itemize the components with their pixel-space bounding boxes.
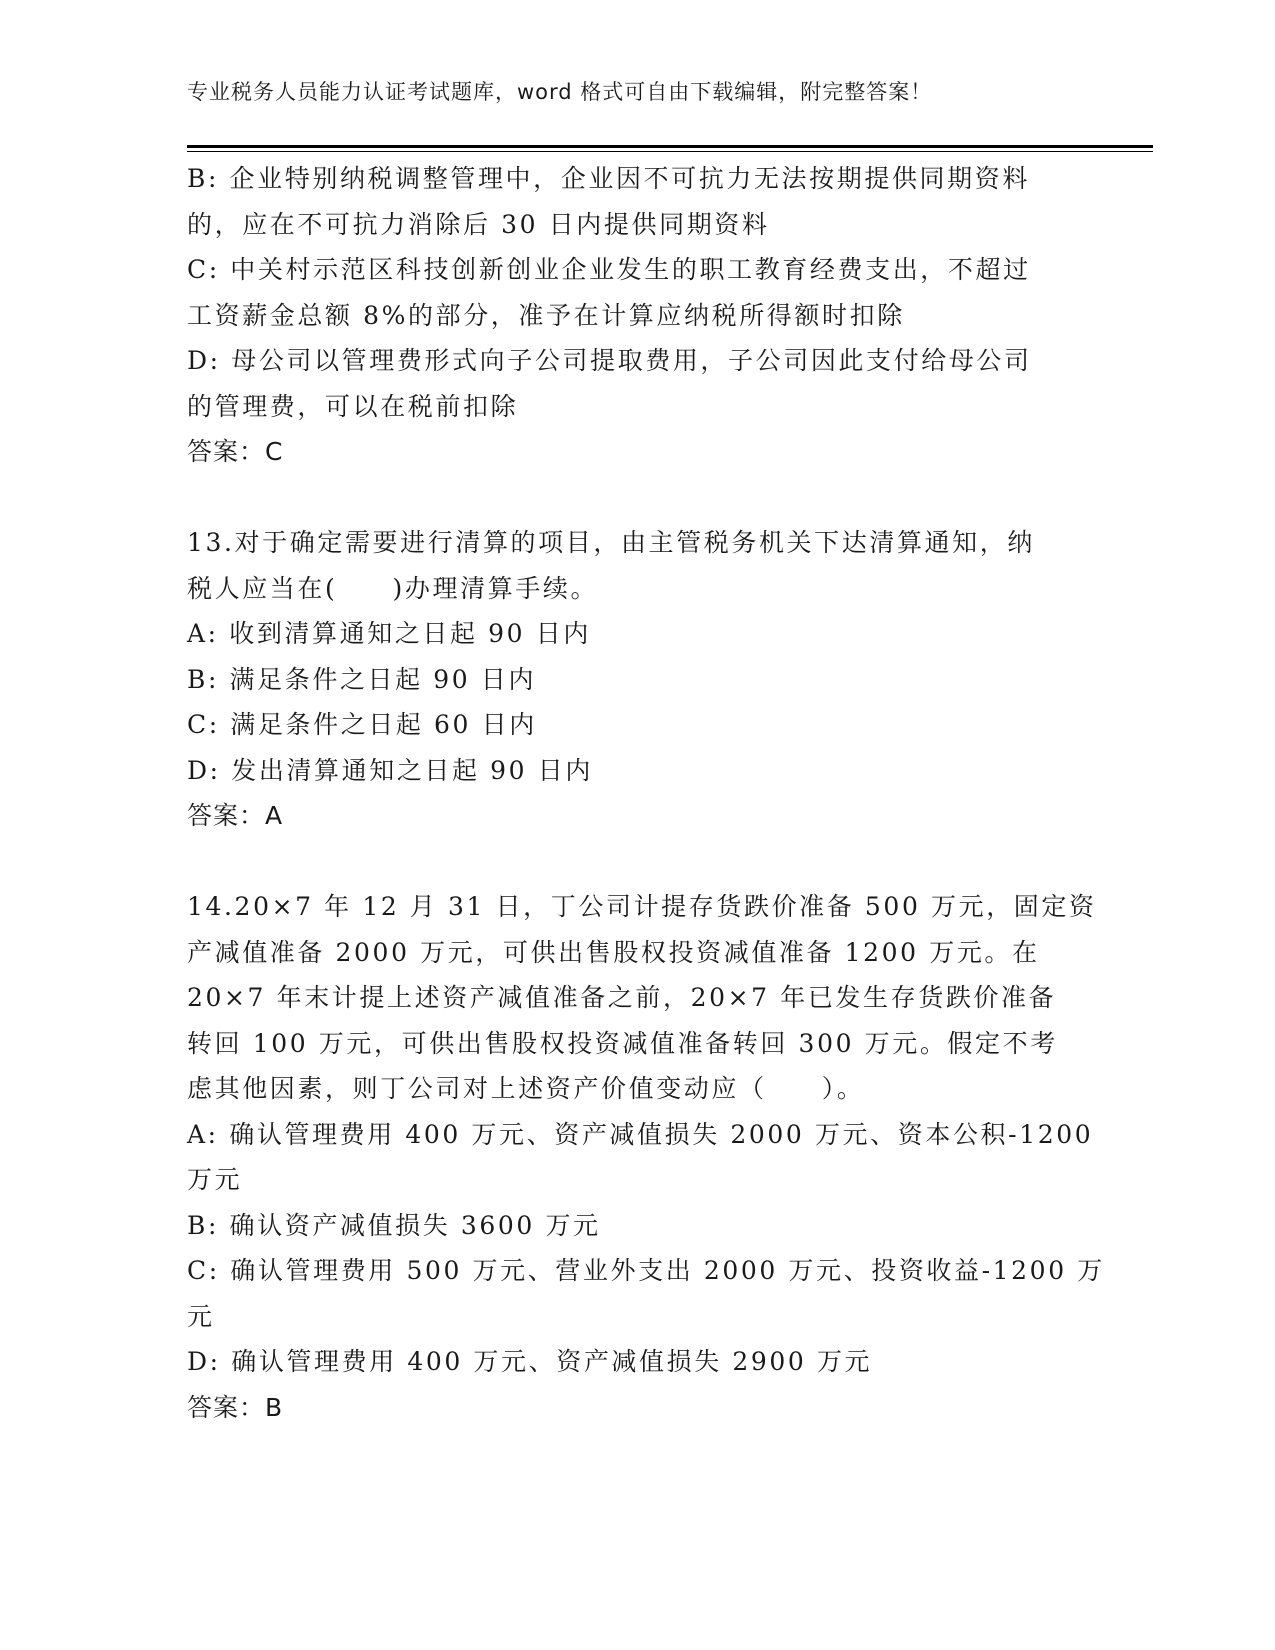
q12-option-d-line1: D: 母公司以管理费形式向子公司提取费用，子公司因此支付给母公司 (187, 346, 1032, 375)
spacer (187, 475, 1087, 521)
q14-option-a-line1: A: 确认管理费用 400 万元、资产减值损失 2000 万元、资本公积-1200 (187, 1119, 1094, 1149)
q13-option-a: A: 收到清算通知之日起 90 日内 (187, 619, 591, 648)
q13-stem-line1: 13.对于确定需要进行清算的项目，由主管税务机关下达清算通知，纳 (187, 528, 1035, 557)
q14-stem-line1: 14.20×7 年 12 月 31 日，丁公司计提存货跌价准备 500 万元，固定资 (187, 892, 1097, 921)
q14-stem-line4: 转回 100 万元，可供出售股权投资减值准备转回 300 万元。假定不考 (187, 1028, 1058, 1058)
q13-answer: 答案：A (187, 801, 284, 830)
q14-option-a-line2: 万元 (187, 1165, 243, 1194)
q13-option-d: D: 发出清算通知之日起 90 日内 (187, 755, 593, 785)
q13-option-c: C: 满足条件之日起 60 日内 (187, 710, 537, 739)
q14-option-b: B: 确认资产减值损失 3600 万元 (187, 1210, 601, 1240)
q12-option-b-line1: B: 企业特别纳税调整管理中，企业因不可抗力无法按期提供同期资料 (187, 164, 1030, 193)
document-body (187, 156, 1105, 1430)
q12-option-c-line1: C: 中关村示范区科技创新创业企业发生的职工教育经费支出，不超过 (187, 255, 1031, 284)
q12-option-b-line2: 的，应在不可抗力消除后 30 日内提供同期资料 (187, 209, 770, 239)
q12-option-c-line2: 工资薪金总额 8%的部分，准予在计算应纳税所得额时扣除 (187, 300, 905, 330)
header-rule-thick (187, 145, 1153, 148)
q14-option-d: D: 确认管理费用 400 万元、资产减值损失 2900 万元 (187, 1347, 873, 1376)
q14-answer: 答案：B (187, 1392, 284, 1422)
q14-stem-line5: 虑其他因素，则丁公司对上述资产价值变动应（ ）。 (187, 1074, 865, 1103)
q13-stem-line2: 税人应当在( )办理清算手续。 (187, 573, 599, 603)
header-rule-thin (187, 151, 1153, 152)
page-header: 专业税务人员能力认证考试题库，word 格式可自由下载编辑，附完整答案！ (187, 80, 933, 104)
q14-option-c-line1: C: 确认管理费用 500 万元、营业外支出 2000 万元、投资收益-1200 万 (187, 1256, 1105, 1285)
q12-answer: 答案：C (187, 437, 284, 466)
q14-option-c-line2: 元 (187, 1301, 215, 1331)
spacer (187, 839, 1087, 885)
q12-option-d-line2: 的管理费，可以在税前扣除 (187, 391, 519, 421)
q13-option-b: B: 满足条件之日起 90 日内 (187, 664, 537, 694)
q14-stem-line3: 20×7 年末计提上述资产减值准备之前，20×7 年已发生存货跌价准备 (187, 983, 1057, 1012)
q14-stem-line2: 产减值准备 2000 万元，可供出售股权投资减值准备 1200 万元。在 (187, 937, 1040, 967)
